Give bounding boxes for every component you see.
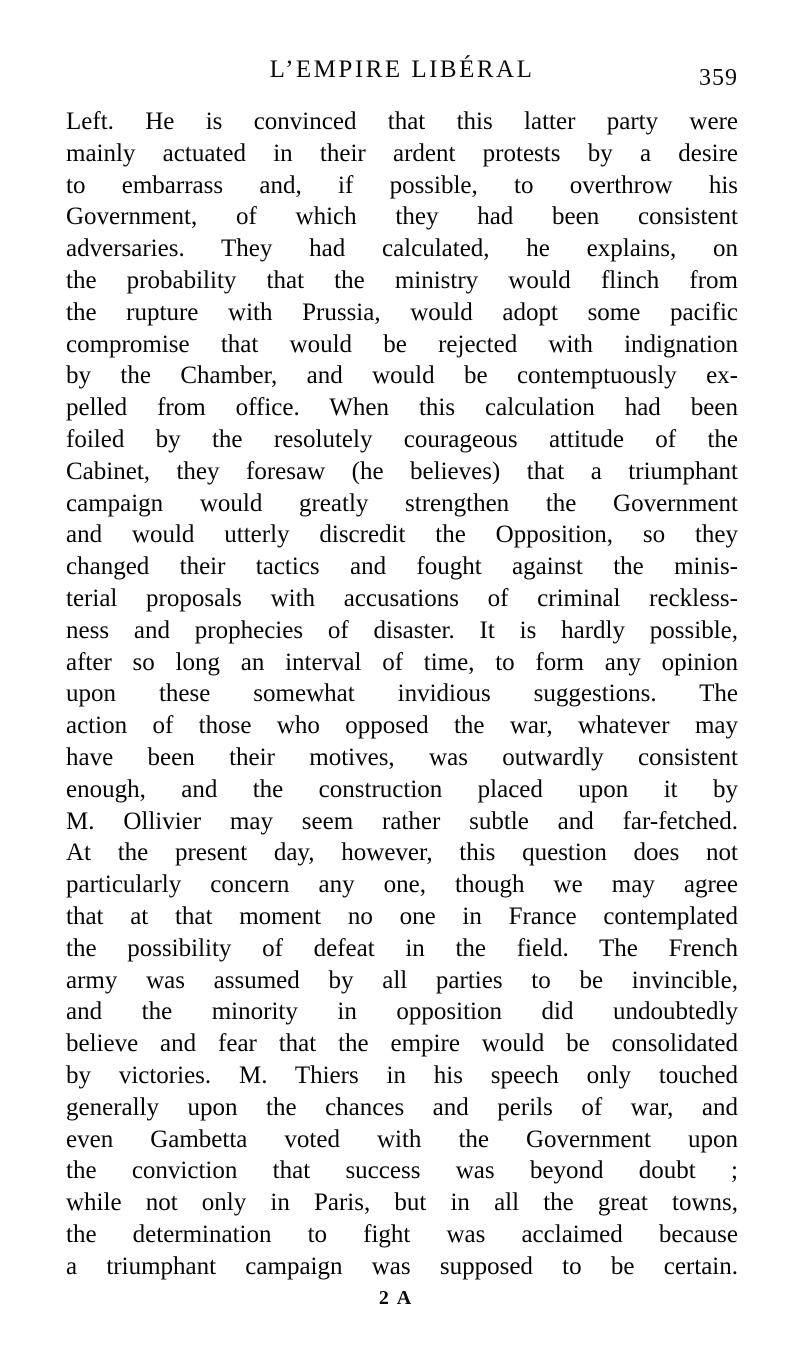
text-line: terial proposals with accusations of criminal reckless- bbox=[66, 584, 738, 612]
text-line: while not only in Paris, but in all the great towns, bbox=[66, 1189, 738, 1217]
text-line: have been their motives, was outwardly consistent bbox=[66, 743, 738, 771]
text-line: Government, of which they had been consistent bbox=[66, 203, 738, 231]
page-header bbox=[66, 56, 738, 104]
text-line: upon these somewhat invidious suggestions. The bbox=[66, 680, 738, 708]
text-line: enough, and the construction placed upon it by bbox=[66, 775, 738, 803]
text-line: the conviction that success was beyond doubt ; bbox=[66, 1157, 738, 1185]
text-line: the probability that the ministry would flinch from bbox=[66, 266, 738, 294]
page-number: 359 bbox=[699, 65, 738, 91]
running-title: L’EMPIRE LIBÉRAL bbox=[269, 56, 535, 83]
text-line: by the Chamber, and would be contemptuously ex- bbox=[66, 362, 738, 390]
text-line: and would utterly discredit the Opposition, so they bbox=[66, 521, 738, 549]
text-line: and the minority in opposition did undoubtedly bbox=[66, 998, 738, 1026]
page-footer bbox=[66, 1287, 726, 1310]
text-line: At the present day, however, this question does not bbox=[66, 839, 738, 867]
body-text bbox=[66, 106, 738, 1282]
text-line: pelled from office. When this calculation had been bbox=[66, 394, 738, 422]
text-line: particularly concern any one, though we may agree bbox=[66, 871, 738, 899]
text-line: campaign would greatly strengthen the Government bbox=[66, 489, 738, 517]
text-line: after so long an interval of time, to form any opinion bbox=[66, 648, 738, 676]
text-line: army was assumed by all parties to be invincible, bbox=[66, 966, 738, 994]
text-line: mainly actuated in their ardent protests by a desire bbox=[66, 139, 738, 167]
text-line: by victories. M. Thiers in his speech only touched bbox=[66, 1061, 738, 1089]
text-line: action of those who opposed the war, whatever may bbox=[66, 712, 738, 740]
text-line: that at that moment no one in France contemplated bbox=[66, 902, 738, 930]
signature-mark: 2 A bbox=[378, 1287, 414, 1309]
text-line: Left. He is convinced that this latter party were bbox=[66, 108, 738, 135]
text-line: compromise that would be rejected with indignation bbox=[66, 330, 738, 358]
text-line: the possibility of defeat in the field. The French bbox=[66, 934, 738, 962]
text-line: believe and fear that the empire would be consolidated bbox=[66, 1030, 738, 1058]
text-line: M. Ollivier may seem rather subtle and far-fetched. bbox=[66, 807, 738, 835]
text-line: foiled by the resolutely courageous attitude of the bbox=[66, 425, 738, 453]
text-line: Cabinet, they foresaw (he believes) that a triumphant bbox=[66, 457, 738, 485]
text-line: to embarrass and, if possible, to overthrow his bbox=[66, 171, 738, 199]
text-line: the determination to fight was acclaimed because bbox=[66, 1220, 738, 1248]
text-line: the rupture with Prussia, would adopt some pacific bbox=[66, 298, 738, 326]
text-line: changed their tactics and fought against the minis- bbox=[66, 553, 738, 581]
text-line: generally upon the chances and perils of war, and bbox=[66, 1093, 738, 1121]
text-line: adversaries. They had calculated, he explains, on bbox=[66, 235, 738, 263]
text-line: even Gambetta voted with the Government upon bbox=[66, 1125, 738, 1153]
text-line: a triumphant campaign was supposed to be certain. bbox=[66, 1252, 738, 1280]
text-line: ness and prophecies of disaster. It is hardly possible, bbox=[66, 616, 738, 644]
